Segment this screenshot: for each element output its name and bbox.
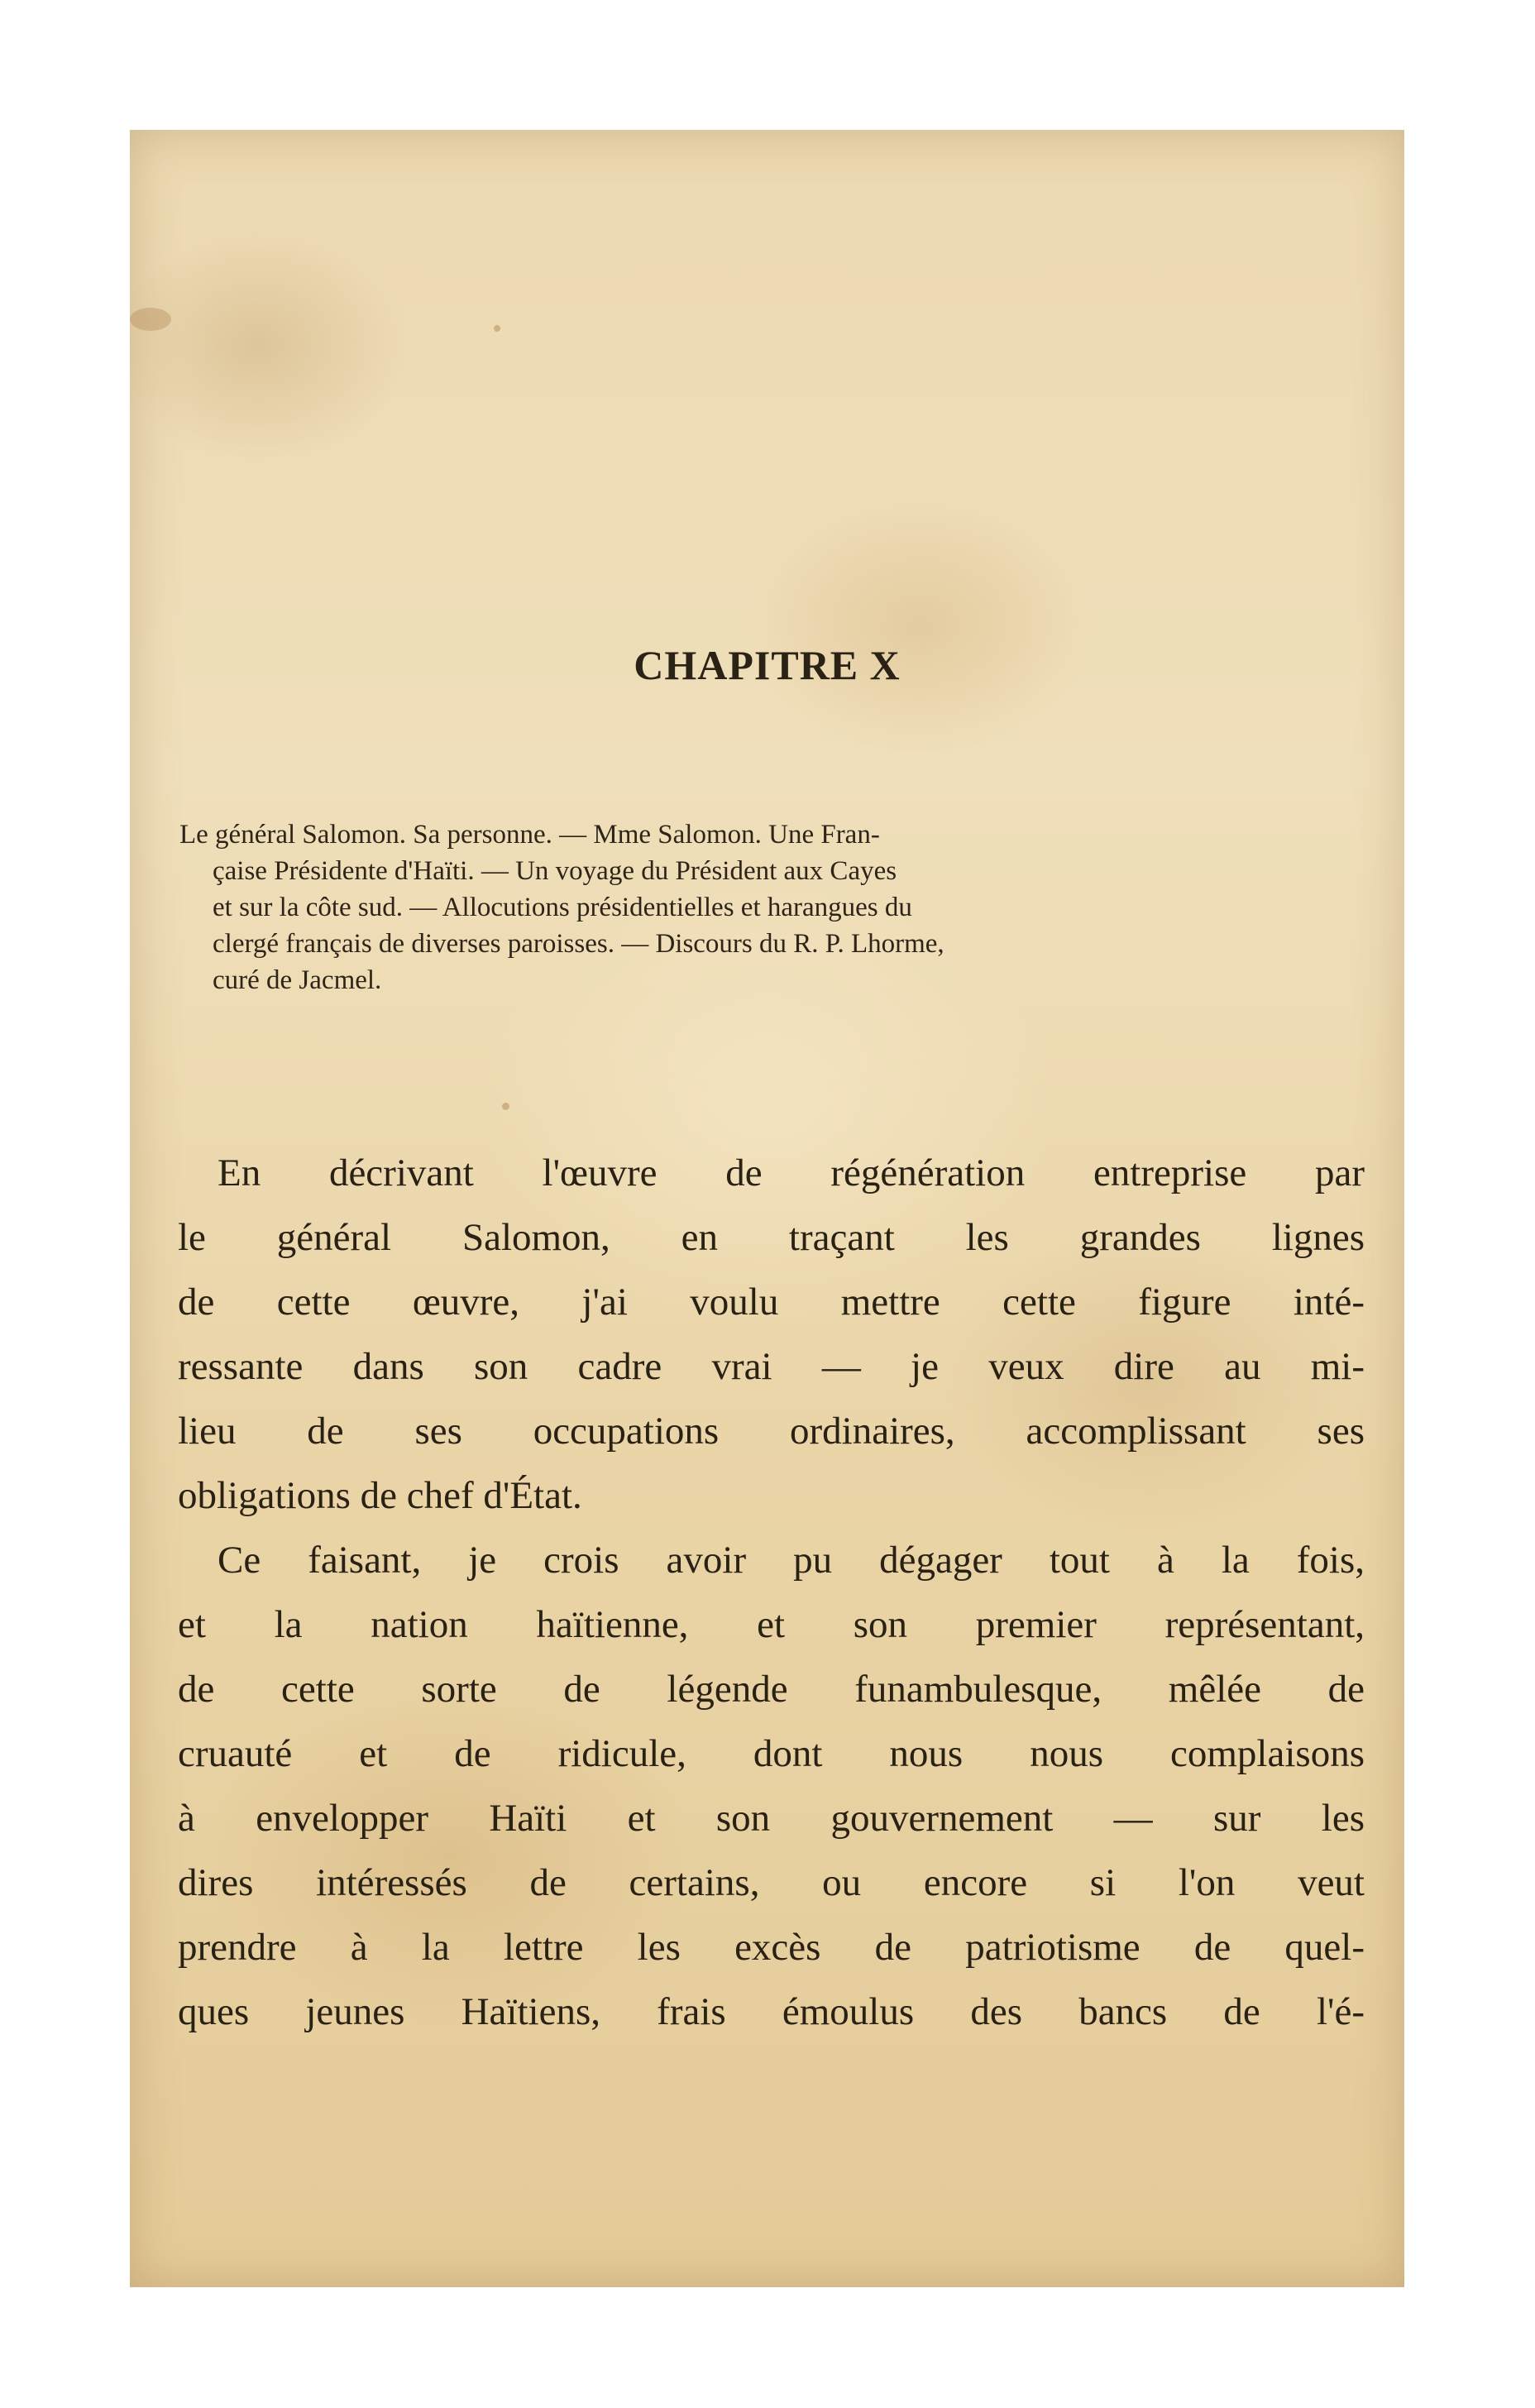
paper-stain xyxy=(130,308,171,331)
summary-line: et sur la côte sud. — Allocutions présidentielles et harangues du xyxy=(213,893,912,922)
body-line: En décrivant l'œuvre de régénération entreprise par xyxy=(218,1151,1365,1194)
chapter-title: CHAPITRE X xyxy=(634,642,901,688)
body-line: de cette œuvre, j'ai voulu mettre cette figure inté- xyxy=(178,1281,1365,1324)
body-line: lieu de ses occupations ordinaires, accomplissant ses xyxy=(178,1410,1365,1453)
summary-line: curé de Jacmel. xyxy=(213,965,382,995)
paper-stain xyxy=(502,1103,509,1110)
body-line: dires intéressés de certains, ou encore si l'on veut xyxy=(178,1861,1365,1904)
body-line: le général Salomon, en traçant les grandes lignes xyxy=(178,1216,1365,1259)
summary-line: clergé français de diverses paroisses. — Discours du R. P. Lhorme, xyxy=(213,929,944,959)
summary-line: çaise Présidente d'Haïti. — Un voyage du Président aux Cayes xyxy=(213,856,897,886)
body-text xyxy=(178,1141,1365,2044)
book-page xyxy=(130,130,1404,2287)
body-line: prendre à la lettre les excès de patriotisme de quel- xyxy=(178,1926,1365,1969)
body-line: de cette sorte de légende funambulesque, mêlée de xyxy=(178,1668,1365,1711)
body-line: cruauté et de ridicule, dont nous nous complaisons xyxy=(178,1732,1365,1775)
summary-line: Le général Salomon. Sa personne. — Mme Salomon. Une Fran- xyxy=(179,820,880,850)
body-line: obligations de chef d'État. xyxy=(178,1474,582,1517)
paper-stain xyxy=(494,325,500,332)
body-line: à envelopper Haïti et son gouvernement — sur les xyxy=(178,1797,1365,1840)
chapter-summary xyxy=(179,816,1354,998)
body-line: Ce faisant, je crois avoir pu dégager tout à la fois, xyxy=(218,1539,1365,1582)
body-line: ressante dans son cadre vrai — je veux dire au mi- xyxy=(178,1345,1365,1388)
body-line: ques jeunes Haïtiens, frais émoulus des bancs de l'é- xyxy=(178,1990,1365,2033)
body-line: et la nation haïtienne, et son premier représentant, xyxy=(178,1603,1365,1646)
